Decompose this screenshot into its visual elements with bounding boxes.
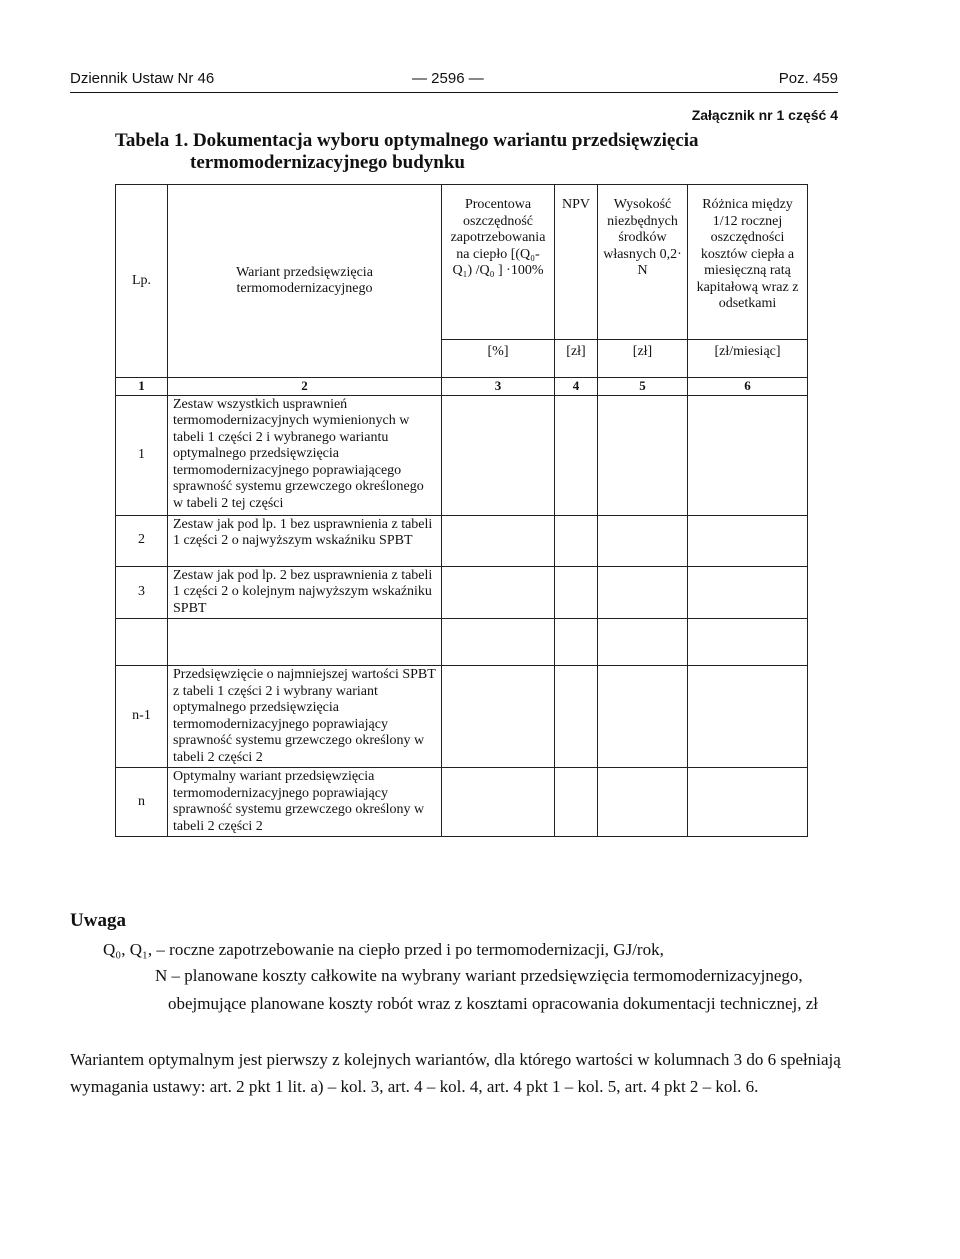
empty-cell <box>688 666 808 768</box>
unit-percent: [%] <box>442 340 555 378</box>
note-line-n-continued: obejmujące planowane koszty robót wraz z kosztami opracowania dokumentacji technicznej, zł <box>168 994 818 1013</box>
table-row <box>116 666 808 768</box>
col-number: 1 <box>116 378 168 396</box>
closing-paragraph: Wariantem optymalnym jest pierwszy z kolejnych wariantów, dla którego wartości w kolumnach 3 do 6 spełniają wymagania ustawy: art. 2 pkt 1 lit. a) – kol. 3, art. 4 – kol. 4, art. 4 pkt 1 – kol. 5, art. 4 pkt 2 – kol. 6. <box>70 1050 841 1096</box>
table-title-line-2: termomodernizacyjnego budynku <box>190 152 465 173</box>
row-description: Zestaw jak pod lp. 1 bez usprawnienia z tabeli 1 części 2 o najwyższym wskaźniku SPBT <box>168 515 442 566</box>
empty-cell <box>598 566 688 619</box>
row-lp: 3 <box>116 566 168 619</box>
col-header-variant <box>168 185 442 378</box>
empty-cell <box>555 619 598 666</box>
empty-cell <box>598 395 688 515</box>
col-header-npv: NPV <box>555 185 598 340</box>
empty-cell <box>688 619 808 666</box>
note-title: Uwaga <box>70 910 126 931</box>
empty-cell <box>555 515 598 566</box>
empty-cell <box>555 395 598 515</box>
table-row <box>116 395 808 515</box>
empty-cell <box>688 515 808 566</box>
row-description: Zestaw jak pod lp. 2 bez usprawnienia z tabeli 1 części 2 o kolejnym najwyższym wskaźniku SPBT <box>168 566 442 619</box>
page-number: — 2596 — <box>412 70 484 87</box>
header-rule <box>70 92 838 93</box>
empty-cell <box>442 666 555 768</box>
header-row <box>116 185 808 340</box>
empty-cell <box>555 666 598 768</box>
note-line-n: N – planowane koszty całkowite na wybrany wariant przedsięwzięcia termomodernizacyjnego, <box>155 966 803 985</box>
empty-cell <box>688 395 808 515</box>
empty-cell <box>442 515 555 566</box>
row-lp: 1 <box>116 395 168 515</box>
note-line-q: Q₀, Q₁, – roczne zapotrzebowanie na ciepło przed i po termomodernizacji, GJ/rok, <box>103 940 664 959</box>
journal-title: Dziennik Ustaw Nr 46 <box>70 70 215 87</box>
col-number: 5 <box>598 378 688 396</box>
col-number: 3 <box>442 378 555 396</box>
unit-difference: [zł/miesiąc] <box>688 340 808 378</box>
row-lp <box>116 619 168 666</box>
table-title-line-1: Tabela 1. Dokumentacja wyboru optymalnego wariantu przedsięwzięcia <box>115 130 699 151</box>
empty-cell <box>442 768 555 837</box>
unit-own-funds: [zł] <box>598 340 688 378</box>
empty-cell <box>442 566 555 619</box>
row-description: Optymalny wariant przedsięwzięcia termomodernizacyjnego poprawiający sprawność systemu grzewczego określony w tabeli 2 części 2 <box>168 768 442 837</box>
col-header-savings-text: Procentowa oszczędność zapotrzebowania na ciepło [(Q₀- Q₁) /Q₀ ] ·100% <box>450 197 546 278</box>
col-header-lp: Lp. <box>116 185 168 378</box>
table-title <box>115 130 715 174</box>
col-header-variant-text: Wariant przedsięwzięcia termomodernizacyjnego <box>236 264 373 296</box>
empty-cell <box>688 566 808 619</box>
empty-cell <box>598 768 688 837</box>
empty-cell <box>598 515 688 566</box>
row-description: Zestaw wszystkich usprawnień termomodernizacyjnych wymienionych w tabeli 1 części 2 i wybranego wariantu optymalnego przedsięwzięcia termomodernizacyjnego poprawiającego sprawność systemu grzewczego określonego w tabeli 2 tej części <box>168 395 442 515</box>
col-number: 2 <box>168 378 442 396</box>
row-lp: n <box>116 768 168 837</box>
annex-label: Załącznik nr 1 część 4 <box>691 107 838 123</box>
empty-cell <box>442 395 555 515</box>
col-header-own-funds <box>598 185 688 340</box>
table-row <box>116 566 808 619</box>
table-row <box>116 515 808 566</box>
row-description <box>168 619 442 666</box>
empty-cell <box>555 566 598 619</box>
row-lp: 2 <box>116 515 168 566</box>
col-header-own-funds-text: Wysokość niezbędnych środków własnych 0,2· N <box>603 197 682 278</box>
row-description: Przedsięwzięcie o najmniejszej wartości SPBT z tabeli 1 części 2 i wybrany wariant optymalnego przedsięwzięcia termomodernizacyjnego poprawiający sprawność systemu grzewczego określony w tabeli 2 części 2 <box>168 666 442 768</box>
table-row <box>116 619 808 666</box>
col-header-difference <box>688 185 808 340</box>
unit-npv: [zł] <box>555 340 598 378</box>
row-lp: n-1 <box>116 666 168 768</box>
variant-table <box>115 184 808 837</box>
col-header-savings <box>442 185 555 340</box>
empty-cell <box>555 768 598 837</box>
col-header-difference-text: Różnica między 1/12 rocznej oszczędności kosztów ciepła a miesięczną ratą kapitałową wraz z odsetkami <box>696 197 799 311</box>
column-numbers-row <box>116 378 808 396</box>
table-row <box>116 768 808 837</box>
position-number: Poz. 459 <box>778 70 838 87</box>
empty-cell <box>598 666 688 768</box>
col-number: 6 <box>688 378 808 396</box>
empty-cell <box>598 619 688 666</box>
empty-cell <box>442 619 555 666</box>
empty-cell <box>688 768 808 837</box>
col-number: 4 <box>555 378 598 396</box>
